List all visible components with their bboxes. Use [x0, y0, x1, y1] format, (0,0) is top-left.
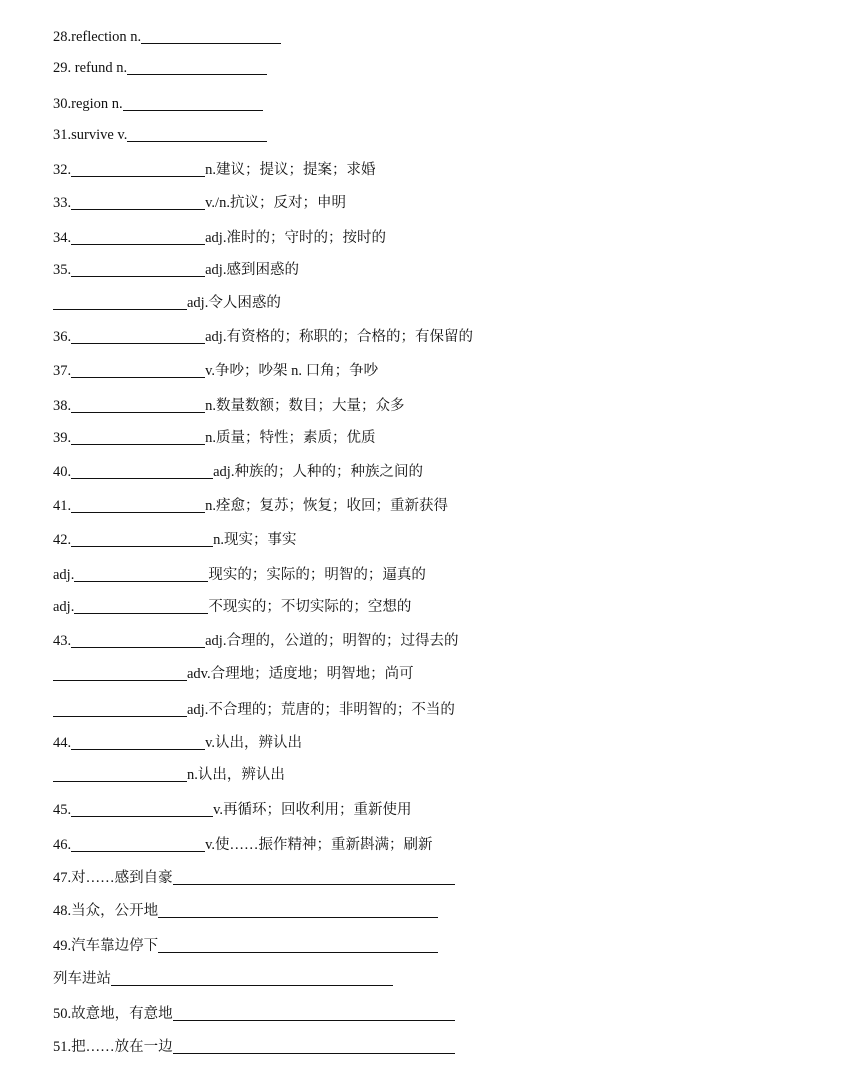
item-definition: adj.准时的；守时的；按时的: [205, 230, 386, 246]
answer-blank[interactable]: [127, 128, 267, 142]
answer-blank[interactable]: [53, 667, 187, 681]
item-definition: v.使……振作精神；重新斟满；刷新: [205, 837, 433, 853]
answer-blank[interactable]: [71, 465, 213, 479]
item-number: 45.: [53, 802, 72, 818]
item-definition: n.质量；特性；素质；优质: [205, 430, 376, 446]
item-50: [53, 1005, 455, 1023]
item-prompt: 列车进站: [53, 971, 111, 987]
item-28: [53, 28, 281, 46]
item-38: [53, 397, 405, 415]
item-46: [53, 836, 433, 854]
item-definition: adj.不合理的；荒唐的；非明智的；不当的: [187, 702, 455, 718]
item-42-b: [53, 566, 426, 584]
answer-blank[interactable]: [71, 364, 205, 378]
item-47: [53, 869, 455, 887]
item-40: [53, 463, 423, 481]
item-number: 34.: [53, 230, 72, 246]
item-definition: adv.合理地；适度地；明智地；尚可: [187, 666, 414, 682]
item-prompt: 51.把……放在一边: [53, 1039, 173, 1055]
item-41: [53, 497, 448, 515]
item-definition: 现实的；实际的；明智的；逼真的: [208, 567, 426, 583]
item-number: 35.: [53, 262, 72, 278]
item-definition: adj.感到困惑的: [205, 262, 299, 278]
item-number: 41.: [53, 498, 72, 514]
item-number: 37.: [53, 363, 72, 379]
item-prompt: 49.汽车靠边停下: [53, 938, 159, 954]
item-49-b: [53, 970, 393, 988]
answer-blank[interactable]: [71, 431, 205, 445]
answer-blank[interactable]: [71, 231, 205, 245]
item-pos: adj.: [53, 567, 75, 583]
item-prompt: 29. refund n.: [53, 60, 128, 76]
item-33: [53, 194, 346, 212]
item-number: 42.: [53, 532, 72, 548]
answer-blank[interactable]: [71, 196, 205, 210]
answer-blank[interactable]: [71, 634, 205, 648]
item-prompt: 47.对……感到自豪: [53, 870, 173, 886]
item-definition: n.建议；提议；提案；求婚: [205, 162, 376, 178]
item-36: [53, 328, 473, 346]
item-number: 44.: [53, 735, 72, 751]
item-definition: adj.令人困惑的: [187, 295, 281, 311]
item-definition: v.争吵；吵架 n. 口角；争吵: [205, 363, 379, 379]
item-37: [53, 362, 378, 380]
answer-blank[interactable]: [71, 263, 205, 277]
answer-blank[interactable]: [71, 838, 205, 852]
answer-blank[interactable]: [127, 61, 267, 75]
item-prompt: 48.当众，公开地: [53, 903, 159, 919]
item-42: [53, 531, 297, 549]
answer-blank[interactable]: [71, 399, 205, 413]
answer-blank[interactable]: [141, 30, 281, 44]
answer-blank[interactable]: [111, 972, 393, 986]
item-29: [53, 59, 267, 77]
item-30: [53, 95, 263, 113]
item-48: [53, 902, 438, 920]
item-definition: v.再循环；回收利用；重新使用: [213, 802, 412, 818]
item-prompt: 50.故意地，有意地: [53, 1006, 173, 1022]
item-definition: n.现实；事实: [213, 532, 297, 548]
item-definition: n.数量数额；数目；大量；众多: [205, 398, 405, 414]
item-44: [53, 734, 302, 752]
answer-blank[interactable]: [74, 600, 208, 614]
item-definition: v./n.抗议；反对；申明: [205, 195, 346, 211]
item-definition: v.认出，辨认出: [205, 735, 303, 751]
answer-blank[interactable]: [158, 939, 438, 953]
answer-blank[interactable]: [71, 736, 205, 750]
answer-blank[interactable]: [71, 163, 205, 177]
item-number: 32.: [53, 162, 72, 178]
item-prompt: 28.reflection n.: [53, 29, 142, 45]
item-39: [53, 429, 376, 447]
item-definition: n.认出，辨认出: [187, 767, 285, 783]
item-number: 46.: [53, 837, 72, 853]
item-prompt: 30.region n.: [53, 96, 123, 112]
item-definition: adj.种族的；人种的；种族之间的: [213, 464, 423, 480]
item-31: [53, 126, 267, 144]
answer-blank[interactable]: [173, 1007, 455, 1021]
item-49: [53, 937, 438, 955]
item-44-b: [53, 766, 285, 784]
answer-blank[interactable]: [173, 871, 455, 885]
item-definition: adj.合理的，公道的；明智的；过得去的: [205, 633, 459, 649]
item-number: 43.: [53, 633, 72, 649]
item-number: 36.: [53, 329, 72, 345]
item-number: 39.: [53, 430, 72, 446]
item-43-b: [53, 665, 414, 683]
answer-blank[interactable]: [71, 803, 213, 817]
item-34: [53, 229, 386, 247]
item-35-b: [53, 294, 281, 312]
item-number: 38.: [53, 398, 72, 414]
item-43-c: [53, 701, 455, 719]
item-51: [53, 1038, 455, 1056]
item-32: [53, 161, 376, 179]
answer-blank[interactable]: [158, 904, 438, 918]
answer-blank[interactable]: [74, 568, 208, 582]
item-definition: 不现实的；不切实际的；空想的: [208, 599, 412, 615]
item-45: [53, 801, 412, 819]
item-number: 40.: [53, 464, 72, 480]
answer-blank[interactable]: [71, 533, 213, 547]
answer-blank[interactable]: [53, 768, 187, 782]
item-pos: adj.: [53, 599, 75, 615]
item-prompt: 31.survive v.: [53, 127, 128, 143]
answer-blank[interactable]: [53, 296, 187, 310]
item-definition: n.痊愈；复苏；恢复；收回；重新获得: [205, 498, 448, 514]
answer-blank[interactable]: [71, 499, 205, 513]
item-definition: adj.有资格的；称职的；合格的；有保留的: [205, 329, 473, 345]
answer-blank[interactable]: [53, 703, 187, 717]
item-42-c: [53, 598, 411, 616]
answer-blank[interactable]: [173, 1040, 455, 1054]
answer-blank[interactable]: [123, 97, 263, 111]
item-43: [53, 632, 458, 650]
answer-blank[interactable]: [71, 330, 205, 344]
item-number: 33.: [53, 195, 72, 211]
item-35: [53, 261, 299, 279]
